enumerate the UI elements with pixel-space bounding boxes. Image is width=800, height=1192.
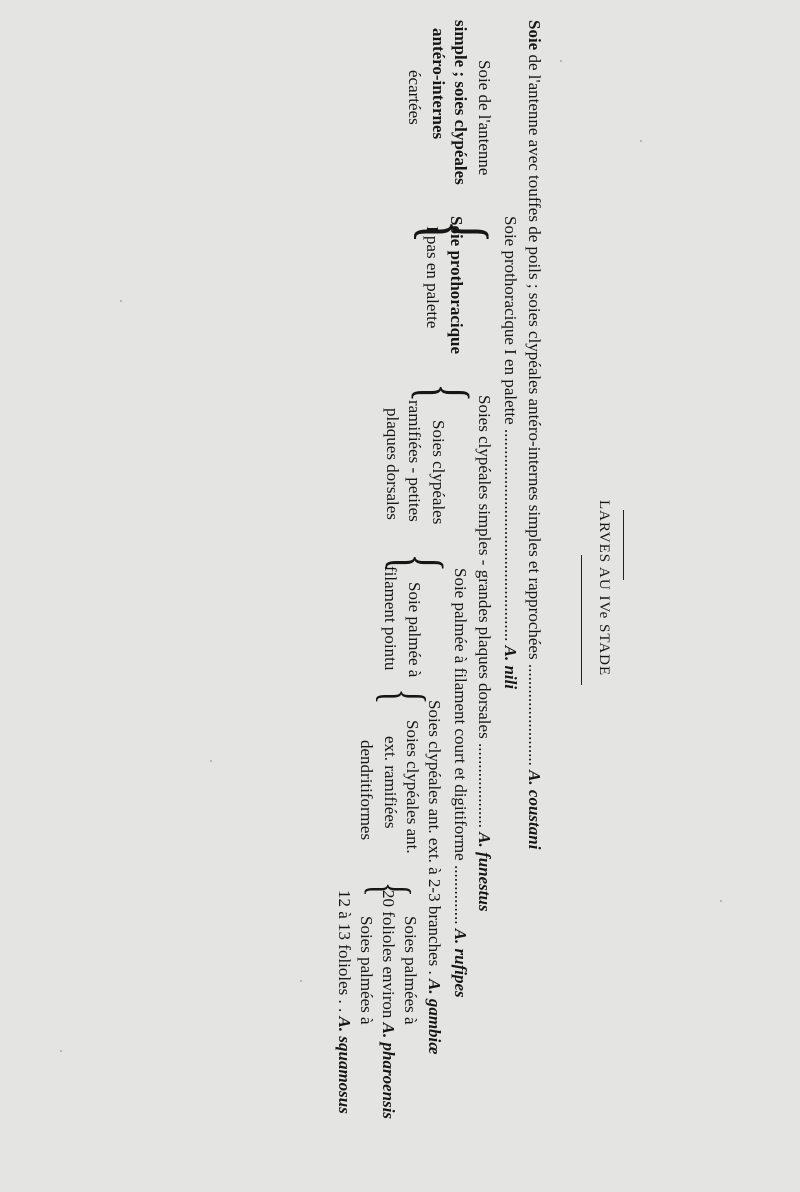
- brace-1: {: [406, 219, 505, 244]
- row4-text: Soie palmée à filament court et digitiforme: [451, 568, 470, 861]
- brace-5: {: [359, 882, 421, 897]
- row5-text: Soies clypéales ant. ext. à 2-3 branches .: [425, 700, 444, 975]
- row4-species: A. rufipes: [451, 928, 470, 998]
- group-antenne-line2: simple ; soies clypéales: [451, 20, 470, 185]
- row3-species: A. funestus: [475, 832, 494, 912]
- row6b-species: A. squamosus: [335, 1016, 354, 1114]
- group-dendri-line2: ext. ramifiées: [381, 736, 400, 829]
- key-row-6a-line1: Soies palmées à: [401, 916, 420, 1025]
- group-antenne-line3: antéro-internes: [429, 28, 448, 140]
- row1-bold-lead: Soie: [525, 20, 544, 51]
- brace-4: {: [371, 688, 437, 705]
- row6a-species: A. pharoensis: [379, 1022, 398, 1120]
- row2-dots: ..................................................: [501, 424, 520, 642]
- group-dendri-line1: Soies clypéales ant.: [403, 720, 422, 854]
- row3-text: Soies clypéales simples - grandes plaques dorsales: [475, 395, 494, 739]
- group-ramifiees-line1: Soies clypéales: [429, 420, 448, 525]
- row6a-text: 20 folioles environ: [379, 890, 398, 1019]
- group-pointu-line1: Soie palmée à: [405, 582, 424, 678]
- brace-2: {: [405, 383, 482, 403]
- group-antenne-line1: Soie de l'antenne: [475, 60, 494, 176]
- row6b-text: 12 à 13 folioles . .: [335, 890, 354, 1013]
- group-prothoracique-line1: Soie prothoracique: [447, 216, 466, 355]
- key-row-5: [424, 700, 444, 1055]
- key-row-3: [474, 395, 494, 912]
- group-dendri-line3: dendritiformes: [357, 740, 376, 841]
- key-row-6a-line2: [378, 890, 398, 1119]
- row1-dots: ........................: [525, 659, 544, 766]
- group-ramifiees-line3: plaques dorsales: [383, 408, 402, 520]
- brace-3: {: [379, 553, 456, 573]
- group-antenne-line4: écartées: [405, 70, 424, 125]
- page-title: LARVES AU IVe STADE: [596, 500, 612, 677]
- row5-species: A. gambiæ: [425, 979, 444, 1055]
- group-pointu-line2: filament pointu: [381, 566, 400, 671]
- row2-species: A. nili: [501, 645, 520, 690]
- group-prothoracique-line2: I pas en palette: [423, 226, 442, 329]
- row1-text-visible: de l'antenne avec touffes de poils ; soies clypéales antéro-internes simples et rapprochées: [525, 54, 544, 660]
- row4-dots: ..............: [451, 860, 470, 925]
- key-row-4: [450, 568, 470, 998]
- key-row-6b-line1: Soies palmées à: [357, 916, 376, 1025]
- key-row-6b-line2: [334, 890, 354, 1114]
- row1-species: A. coustani: [525, 770, 544, 850]
- group-ramifiees-line2: ramifiées - petites: [405, 400, 424, 522]
- row3-dots: ....................: [475, 738, 494, 828]
- key-row-1: [524, 20, 544, 849]
- key-row-2: [500, 216, 520, 689]
- title-rule-bottom: [581, 555, 582, 685]
- row2-text: Soie prothoracique I en palette: [501, 216, 520, 425]
- title-rule-top: [623, 510, 624, 580]
